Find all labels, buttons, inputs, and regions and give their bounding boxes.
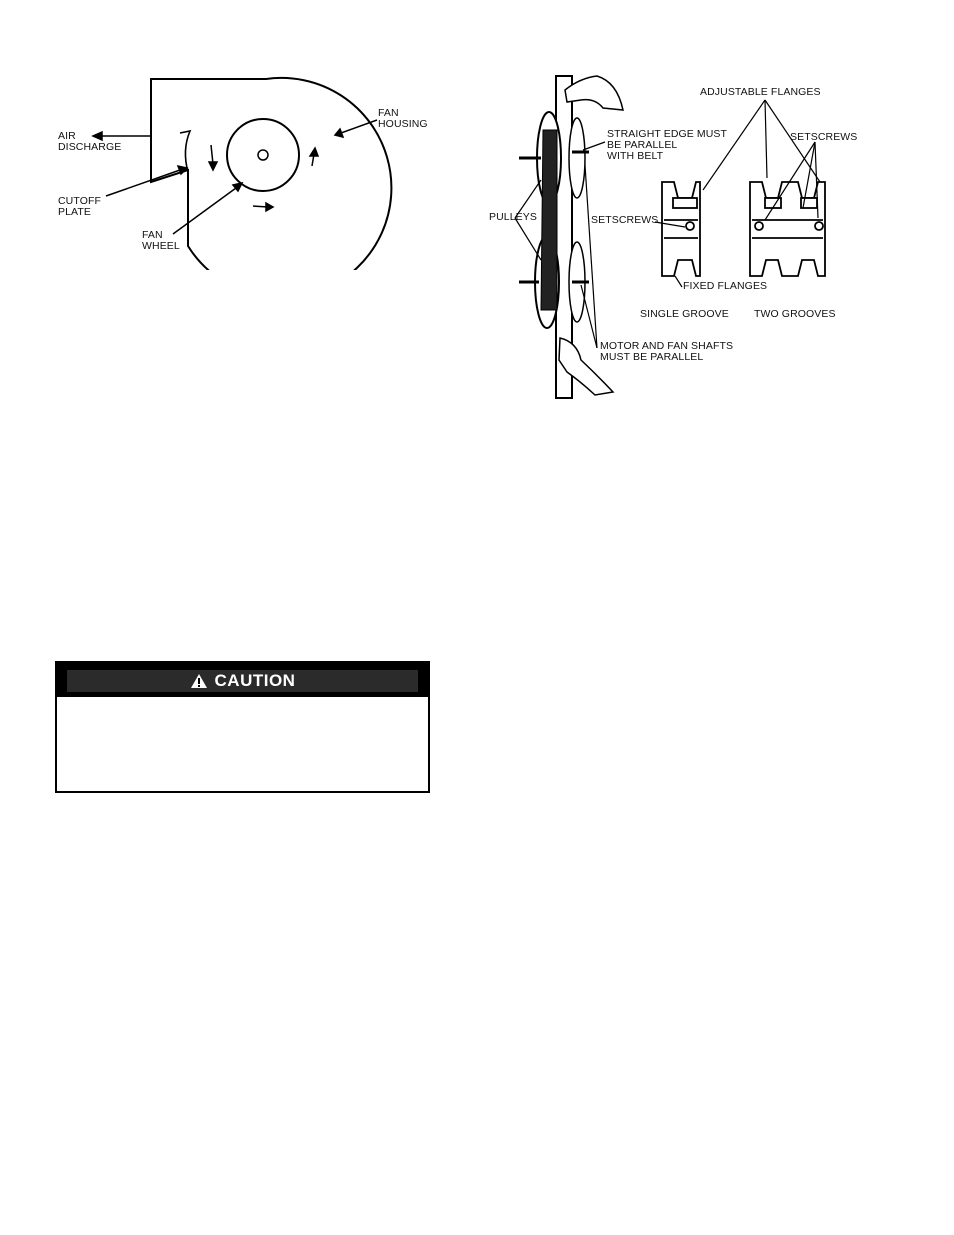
belt	[541, 130, 557, 310]
label-fan-wheel: FAN WHEEL	[142, 229, 180, 252]
caution-title-bar	[67, 670, 418, 692]
caution-box	[55, 661, 430, 793]
fan-housing-drawing	[40, 60, 440, 270]
label-fixed-flanges: FIXED FLANGES	[683, 280, 768, 292]
label-two-grooves: TWO GROOVES	[754, 308, 836, 320]
label-single-groove: SINGLE GROOVE	[640, 308, 729, 320]
warning-triangle-icon	[190, 673, 208, 689]
label-air-discharge: AIR DISCHARGE	[58, 130, 122, 153]
fan-housing-outline	[151, 78, 391, 270]
fan-shaft-circle	[258, 150, 268, 160]
two-groove-pulley	[750, 182, 825, 276]
rotation-arrows	[209, 145, 318, 211]
label-fan-housing: FAN HOUSING	[378, 107, 428, 130]
label-pulleys: PULLEYS	[489, 211, 537, 223]
pulley-alignment-diagram	[485, 70, 860, 405]
cutoff-plate-shape	[180, 131, 190, 172]
fan-wheel-circle	[227, 119, 299, 191]
label-cutoff-plate: CUTOFF PLATE	[58, 195, 101, 218]
caution-title: CAUTION	[214, 671, 296, 690]
label-straight-edge: STRAIGHT EDGE MUST BE PARALLEL WITH BELT	[607, 128, 728, 162]
single-groove-pulley	[662, 182, 700, 276]
label-setscrews-left: SETSCREWS	[591, 214, 659, 226]
caution-header	[57, 663, 428, 697]
fan-housing-diagram	[40, 60, 440, 270]
upper-hand	[565, 76, 623, 110]
label-setscrews-right: SETSCREWS	[790, 131, 858, 143]
label-motor-fan-shafts: MOTOR AND FAN SHAFTS MUST BE PARALLEL	[600, 340, 734, 363]
label-adjustable-flanges: ADJUSTABLE FLANGES	[700, 86, 821, 98]
